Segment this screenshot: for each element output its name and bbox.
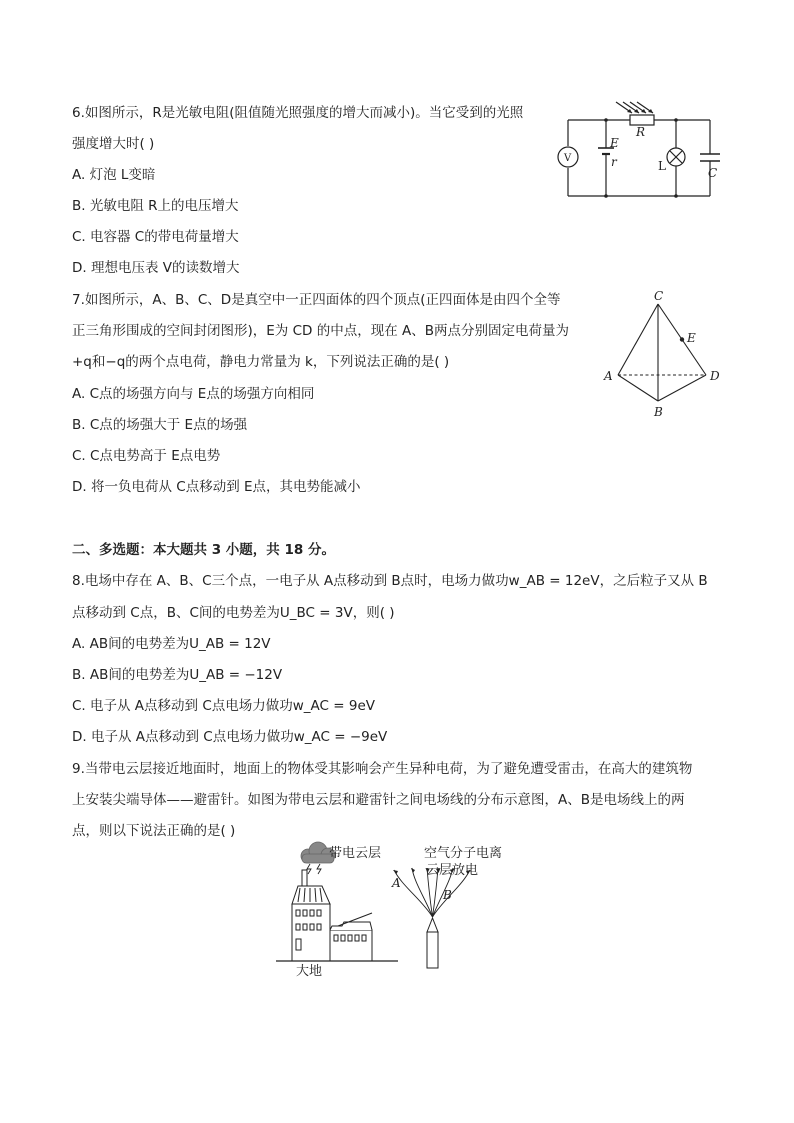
q9-stem-line-1: 9.当带电云层接近地面时，地面上的物体受其影响会产生异种电荷，为了避免遭受雷击，在高大的建筑物 bbox=[72, 761, 693, 777]
q7-tetrahedron-diagram bbox=[598, 286, 728, 426]
cloud-label: 带电云层 bbox=[329, 846, 382, 861]
q8-stem-line-1: 8.电场中存在 A、B、C三个点，一电子从 A点移动到 B点时，电场力做功w_AB = 12eV，之后粒子又从 B bbox=[72, 573, 708, 589]
emf-label: E bbox=[610, 136, 619, 150]
q8-stem-line-2: 点移动到 C点，B、C间的电势差为U_BC = 3V，则( ) bbox=[72, 605, 395, 621]
internal-resistance-label: r bbox=[611, 155, 617, 169]
vertex-b-label: B bbox=[654, 405, 663, 419]
q6-option-a: A. 灯泡 L变暗 bbox=[72, 167, 156, 183]
q6-option-b: B. 光敏电阻 R上的电压增大 bbox=[72, 198, 239, 214]
q7-option-b: B. C点的场强大于 E点的场强 bbox=[72, 417, 248, 433]
q6-stem-line-1: 6.如图所示，R是光敏电阻(阻值随光照强度的增大而减小)。当它受到的光照 bbox=[72, 105, 524, 121]
q6-circuit-diagram bbox=[550, 100, 730, 205]
building-icon bbox=[292, 870, 372, 961]
voltmeter-label: V bbox=[564, 153, 572, 164]
point-a-label: A bbox=[392, 876, 401, 890]
ionization-label: 空气分子电离 bbox=[424, 846, 503, 861]
q7-stem-line-1: 7.如图所示，A、B、C、D是真空中一正四面体的四个顶点(正四面体是由四个全等 bbox=[72, 292, 561, 308]
q7-option-c: C. C点电势高于 E点电势 bbox=[72, 448, 221, 464]
q8-option-a: A. AB间的电势差为U_AB = 12V bbox=[72, 636, 271, 652]
q8-option-b: B. AB间的电势差为U_AB = −12V bbox=[72, 667, 283, 683]
q7-stem-line-3: +q和−q的两个点电荷，静电力常量为 k，下列说法正确的是( ) bbox=[72, 354, 450, 370]
resistor-label: R bbox=[636, 125, 646, 139]
section-title: 二、多选题：本大题共 3 小题，共 18 分。 bbox=[72, 542, 335, 558]
ground-label: 大地 bbox=[296, 964, 323, 979]
q7-stem-line-2: 正三角形围成的空间封闭图形)，E为 CD 的中点，现在 A、B两点分别固定电荷量为 bbox=[72, 323, 569, 339]
point-b-label: B bbox=[443, 888, 452, 902]
q7-option-d: D. 将一负电荷从 C点移动到 E点，其电势能减小 bbox=[72, 479, 361, 495]
lamp-label: L bbox=[658, 159, 666, 173]
q7-option-a: A. C点的场强方向与 E点的场强方向相同 bbox=[72, 386, 315, 402]
lightning-rod-icon bbox=[427, 918, 438, 968]
q8-option-c: C. 电子从 A点移动到 C点电场力做功w_AC = 9eV bbox=[72, 698, 375, 714]
q6-option-c: C. 电容器 C的带电荷量增大 bbox=[72, 229, 239, 245]
vertex-d-label: D bbox=[710, 369, 720, 383]
capacitor-label: C bbox=[708, 166, 718, 180]
q8-option-d: D. 电子从 A点移动到 C点电场力做功w_AC = −9eV bbox=[72, 729, 388, 745]
q6-stem-line-2: 强度增大时( ) bbox=[72, 136, 155, 152]
vertex-c-label: C bbox=[654, 289, 664, 303]
discharge-label: 云层放电 bbox=[426, 863, 479, 878]
vertex-a-label: A bbox=[604, 369, 613, 383]
q9-lightning-rod-diagram bbox=[272, 840, 532, 980]
q9-stem-line-3: 点，则以下说法正确的是( ) bbox=[72, 823, 236, 839]
q6-option-d: D. 理想电压表 V的读数增大 bbox=[72, 260, 240, 276]
midpoint-e-label: E bbox=[687, 331, 696, 345]
q9-stem-line-2: 上安装尖端导体——避雷针。如图为带电云层和避雷针之间电场线的分布示意图，A、B是电场线上的两 bbox=[72, 792, 685, 808]
